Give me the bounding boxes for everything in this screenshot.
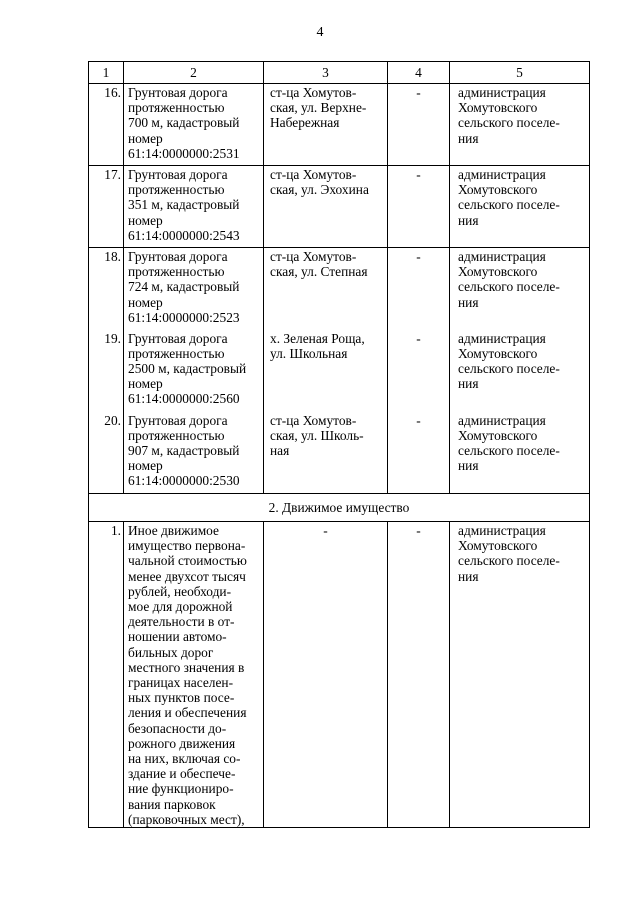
object-address-line: ская, ул. Школь- bbox=[270, 427, 364, 443]
object-name-line: ние функциониро- bbox=[128, 781, 234, 797]
object-address-line: ул. Школьная bbox=[270, 345, 348, 361]
owner-name bbox=[450, 330, 590, 412]
object-name bbox=[124, 84, 264, 166]
object-name-line: рожного движения bbox=[128, 735, 236, 751]
object-name-line: 61:14:0000000:2530 bbox=[128, 473, 240, 489]
owner-name-line: ния bbox=[458, 130, 479, 146]
object-name-line: протяженностью bbox=[128, 427, 225, 443]
object-name bbox=[124, 412, 264, 494]
object-name-line: чальной стоимостью bbox=[128, 553, 247, 569]
object-name-line: 61:14:0000000:2523 bbox=[128, 309, 240, 325]
object-address-line: ст-ца Хомутов- bbox=[270, 85, 357, 100]
object-address bbox=[264, 330, 388, 412]
owner-name-line: администрация bbox=[458, 412, 546, 428]
row-number: 20. bbox=[89, 412, 124, 494]
object-address bbox=[264, 84, 388, 166]
owner-name bbox=[450, 248, 590, 330]
column-header-5: 5 bbox=[450, 62, 590, 84]
object-name-line: 351 м, кадастровый bbox=[128, 197, 240, 213]
object-name-line: Иное движимое bbox=[128, 523, 219, 538]
object-name-line: 61:14:0000000:2543 bbox=[128, 227, 240, 243]
owner-name-line: Хомутовского bbox=[458, 345, 538, 361]
column-4-value: - bbox=[388, 84, 450, 166]
owner-name-line: Хомутовского bbox=[458, 427, 538, 443]
column-header-3: 3 bbox=[264, 62, 388, 84]
owner-name bbox=[450, 412, 590, 494]
object-address-line: ская, ул. Верхне- bbox=[270, 100, 367, 116]
object-name-line: деятельности в от- bbox=[128, 614, 235, 630]
column-4-value: - bbox=[388, 248, 450, 330]
object-name bbox=[124, 166, 264, 248]
object-name-line: номер bbox=[128, 458, 163, 474]
column-4-value: - bbox=[388, 330, 450, 412]
column-4-value: - bbox=[388, 522, 450, 828]
object-name-line: номер bbox=[128, 376, 163, 392]
object-name-line: 907 м, кадастровый bbox=[128, 442, 240, 458]
table-row bbox=[89, 522, 590, 828]
object-name-line: 2500 м, кадастровый bbox=[128, 360, 247, 376]
row-number: 19. bbox=[89, 330, 124, 412]
object-name-line: 61:14:0000000:2531 bbox=[128, 145, 240, 161]
object-name-line: местного значения в bbox=[128, 659, 245, 675]
object-name-line: рублей, необходи- bbox=[128, 583, 232, 599]
owner-name-line: администрация bbox=[458, 167, 546, 182]
column-4-value: - bbox=[388, 412, 450, 494]
property-registry-table bbox=[88, 61, 590, 828]
table-row bbox=[89, 412, 590, 494]
row-number: 16. bbox=[89, 84, 124, 166]
object-name-line: менее двухсот тысяч bbox=[128, 568, 246, 584]
page-number: 4 bbox=[316, 25, 324, 40]
owner-name-line: ния bbox=[458, 212, 479, 228]
object-name-line: 724 м, кадастровый bbox=[128, 279, 240, 295]
column-number-header-row bbox=[89, 62, 590, 84]
owner-name-line: администрация bbox=[458, 249, 546, 264]
owner-name-line: сельского поселе- bbox=[458, 197, 560, 213]
owner-name-line: Хомутовского bbox=[458, 182, 538, 198]
object-address-line: ст-ца Хомутов- bbox=[270, 249, 357, 264]
row-number: 18. bbox=[89, 248, 124, 330]
column-header-4: 4 bbox=[388, 62, 450, 84]
object-name-line: Грунтовая дорога bbox=[128, 85, 228, 100]
registry-table-body bbox=[89, 62, 590, 828]
object-name-line: мое для дорожной bbox=[128, 599, 233, 615]
object-name-line: Грунтовая дорога bbox=[128, 330, 228, 346]
object-name-line: бильных дорог bbox=[128, 644, 214, 660]
owner-name-line: ния bbox=[458, 376, 479, 392]
section-title: 2. Движимое имущество bbox=[89, 494, 590, 522]
owner-name-line: сельского поселе- bbox=[458, 279, 560, 295]
row-number: 1. bbox=[89, 522, 124, 828]
column-4-value: - bbox=[388, 166, 450, 248]
object-name bbox=[124, 248, 264, 330]
object-name-line: имущество первона- bbox=[128, 538, 246, 554]
object-name-line: протяженностью bbox=[128, 264, 225, 280]
object-name-line: безопасности до- bbox=[128, 720, 227, 736]
owner-name-line: ния bbox=[458, 568, 479, 584]
object-name-line: Грунтовая дорога bbox=[128, 249, 228, 264]
object-address: - bbox=[264, 522, 388, 828]
object-name-line: (парковочных мест), bbox=[128, 811, 245, 827]
owner-name-line: Хомутовского bbox=[458, 264, 538, 280]
owner-name-line: Хомутовского bbox=[458, 538, 538, 554]
object-name-line: на них, включая со- bbox=[128, 751, 241, 767]
owner-name-line: сельского поселе- bbox=[458, 115, 560, 131]
object-name-line: ношении автомо- bbox=[128, 629, 227, 645]
object-address-line: ст-ца Хомутов- bbox=[270, 412, 357, 428]
column-header-2: 2 bbox=[124, 62, 264, 84]
row-number: 17. bbox=[89, 166, 124, 248]
object-name-line: протяженностью bbox=[128, 345, 225, 361]
column-header-1: 1 bbox=[89, 62, 124, 84]
object-address-line: Набережная bbox=[270, 115, 340, 131]
owner-name-line: ния bbox=[458, 294, 479, 310]
owner-name-line: администрация bbox=[458, 330, 546, 346]
object-name-line: Грунтовая дорога bbox=[128, 412, 228, 428]
object-name-line: протяженностью bbox=[128, 100, 225, 116]
owner-name-line: сельского поселе- bbox=[458, 553, 560, 569]
owner-name-line: Хомутовского bbox=[458, 100, 538, 116]
object-address bbox=[264, 166, 388, 248]
owner-name-line: администрация bbox=[458, 523, 546, 538]
table-row bbox=[89, 84, 590, 166]
object-name-line: ления и обеспечения bbox=[128, 705, 247, 721]
object-name-line: здание и обеспече- bbox=[128, 766, 236, 782]
owner-name bbox=[450, 522, 590, 828]
table-row bbox=[89, 166, 590, 248]
table-row bbox=[89, 330, 590, 412]
object-name-line: вания парковок bbox=[128, 796, 216, 812]
object-name bbox=[124, 522, 264, 828]
object-name-line: границах населен- bbox=[128, 675, 234, 691]
object-name-line: Грунтовая дорога bbox=[128, 167, 228, 182]
table-row bbox=[89, 248, 590, 330]
object-address-line: ст-ца Хомутов- bbox=[270, 167, 357, 182]
object-address-line: х. Зеленая Роща, bbox=[270, 330, 365, 346]
object-address-line: ская, ул. Степная bbox=[270, 264, 368, 280]
section-heading-row bbox=[89, 494, 590, 522]
owner-name bbox=[450, 84, 590, 166]
owner-name-line: ния bbox=[458, 458, 479, 474]
object-name-line: протяженностью bbox=[128, 182, 225, 198]
object-address-line: ская, ул. Эхохина bbox=[270, 182, 369, 198]
object-name-line: номер bbox=[128, 294, 163, 310]
object-address bbox=[264, 248, 388, 330]
object-name bbox=[124, 330, 264, 412]
object-name-line: номер bbox=[128, 130, 163, 146]
object-name-line: 700 м, кадастровый bbox=[128, 115, 240, 131]
owner-name bbox=[450, 166, 590, 248]
object-name-line: 61:14:0000000:2560 bbox=[128, 391, 240, 407]
owner-name-line: сельского поселе- bbox=[458, 442, 560, 458]
object-name-line: номер bbox=[128, 212, 163, 228]
object-address-line: ная bbox=[270, 442, 290, 458]
object-address bbox=[264, 412, 388, 494]
object-name-line: ных пунктов посе- bbox=[128, 690, 235, 706]
owner-name-line: сельского поселе- bbox=[458, 360, 560, 376]
owner-name-line: администрация bbox=[458, 85, 546, 100]
